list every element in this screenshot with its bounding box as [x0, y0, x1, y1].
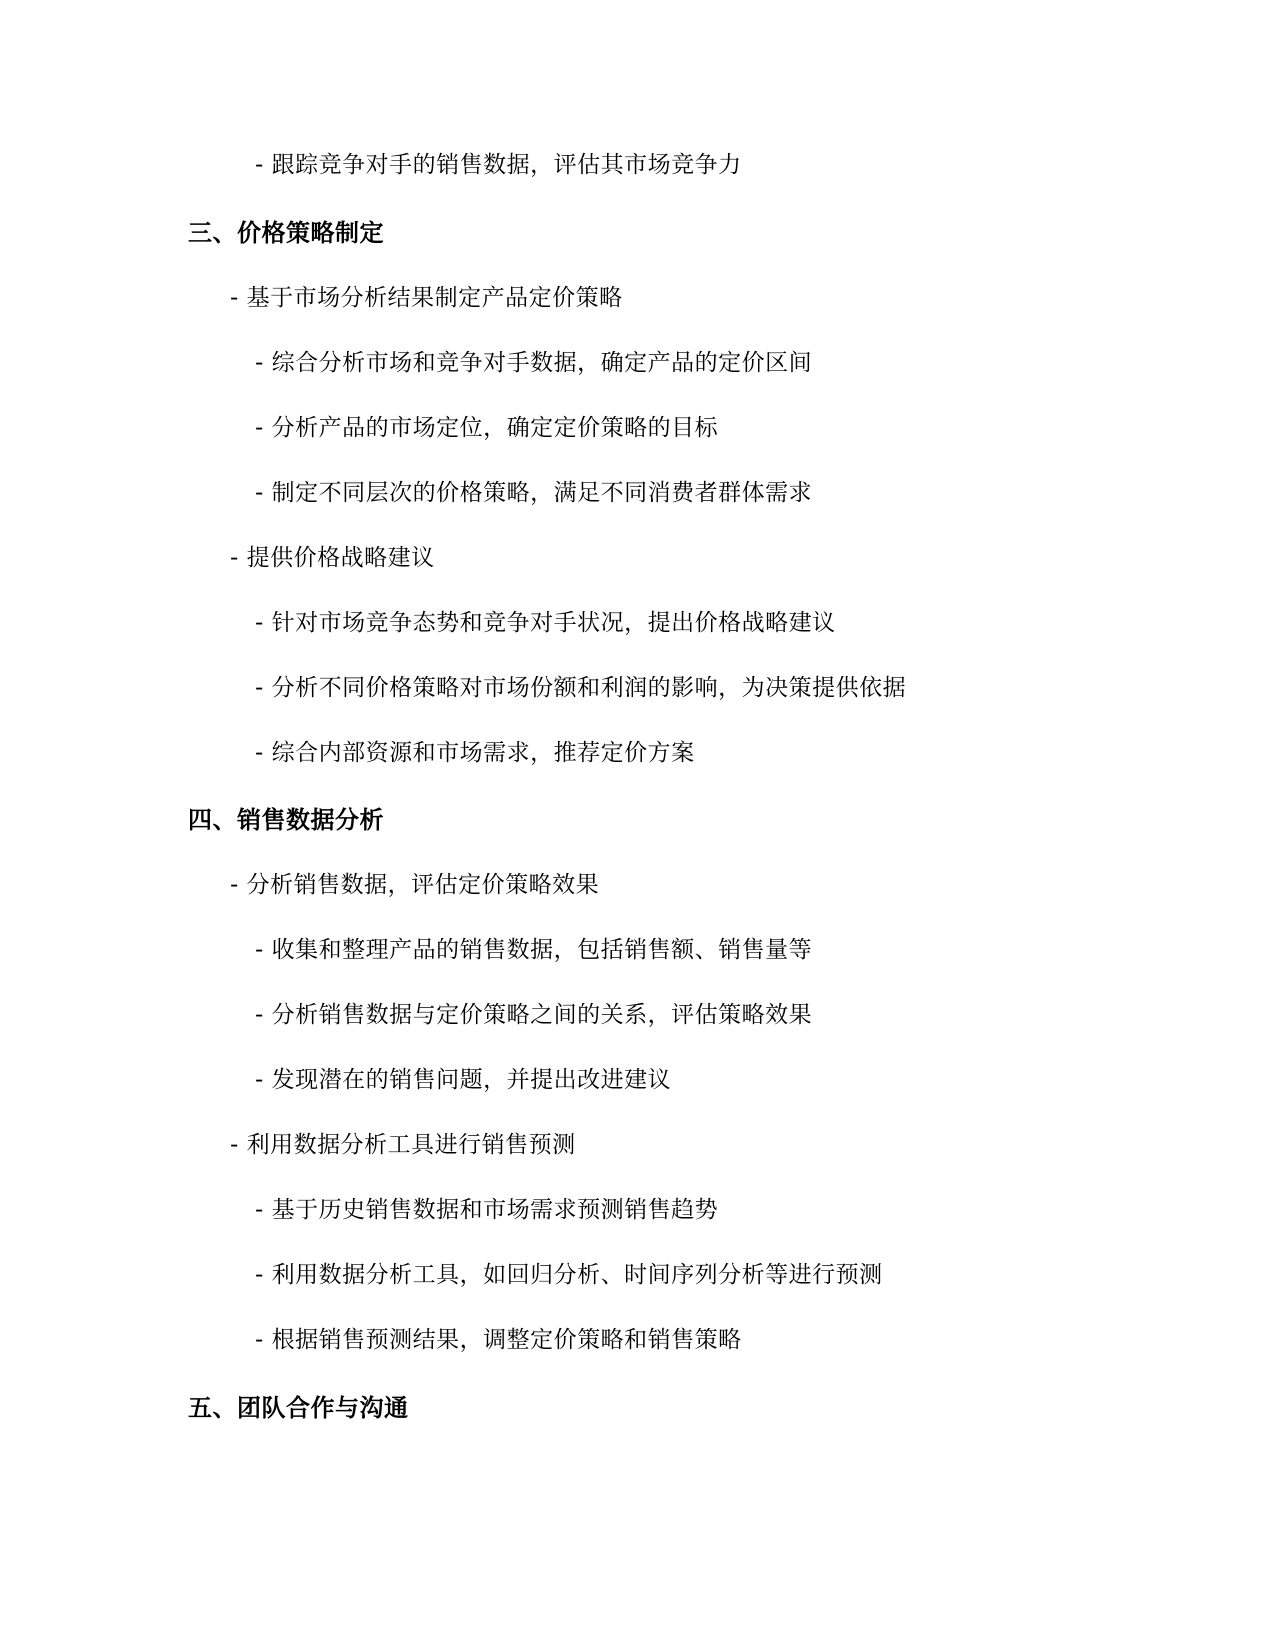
list-item-level2: - 制定不同层次的价格策略，满足不同消费者群体需求 — [255, 480, 813, 506]
list-item-level2: - 发现潜在的销售问题，并提出改进建议 — [255, 1067, 672, 1093]
list-item-level2: - 分析不同价格策略对市场份额和利润的影响，为决策提供依据 — [255, 675, 907, 701]
list-item-level2: - 基于历史销售数据和市场需求预测销售趋势 — [255, 1197, 719, 1223]
list-item-level2: - 分析销售数据与定价策略之间的关系，评估策略效果 — [255, 1002, 813, 1028]
list-item-level2: - 综合内部资源和市场需求，推荐定价方案 — [255, 740, 695, 766]
section-heading: 三、价格策略制定 — [188, 219, 384, 247]
list-item-level1: - 分析销售数据，评估定价策略效果 — [230, 872, 600, 898]
list-item-level2: - 利用数据分析工具，如回归分析、时间序列分析等进行预测 — [255, 1262, 883, 1288]
list-item-level2: - 针对市场竞争态势和竞争对手状况，提出价格战略建议 — [255, 610, 836, 636]
section-heading: 五、团队合作与沟通 — [188, 1394, 409, 1422]
list-item-level1: - 利用数据分析工具进行销售预测 — [230, 1132, 576, 1158]
list-item-level2: - 收集和整理产品的销售数据，包括销售额、销售量等 — [255, 937, 813, 963]
list-item-level2: - 综合分析市场和竞争对手数据，确定产品的定价区间 — [255, 350, 813, 376]
list-item-level1: - 基于市场分析结果制定产品定价策略 — [230, 285, 623, 311]
section-heading: 四、销售数据分析 — [188, 806, 384, 834]
list-item-level1: - 提供价格战略建议 — [230, 545, 435, 571]
list-item-level2: - 跟踪竞争对手的销售数据，评估其市场竞争力 — [255, 152, 742, 178]
list-item-level2: - 分析产品的市场定位，确定定价策略的目标 — [255, 415, 719, 441]
list-item-level2: - 根据销售预测结果，调整定价策略和销售策略 — [255, 1327, 742, 1353]
